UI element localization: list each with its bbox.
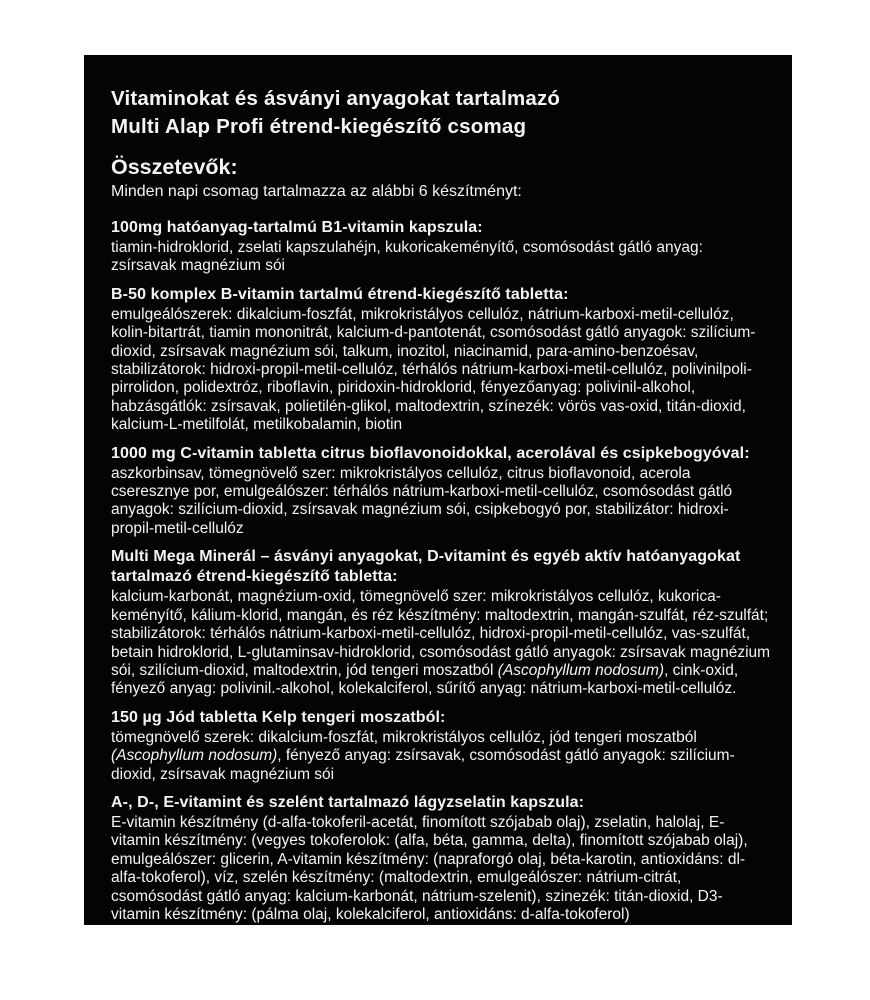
section-iodine-kelp (111, 708, 771, 784)
section-b1-vitamin-body (111, 239, 771, 276)
section-ade-selenium-body-text: E-vitamin készítmény (d-alfa-tokoferil-acetát, finomított szójabab olaj), zselatin, halolaj, E-vitamin készítmény: (vegyes tokoferolok: (alfa, béta, gamma, delta), finomított szójabab olaj), emulgeálószer: glicerin, A-vitamin készítmény: (napraforgó olaj, béta-karotin, antioxidáns: dl-alfa-tokoferol), víz, szelén készítmény: (maltodextrin, emulgeálószer: nátrium-citrát, csomósodást gátló anyag: kalcium-karbonát, nátrium-szelenit), szinezék: titán-dioxid, D3-vitamin készítmény: (pálma olaj, kolekalciferol, antioxidáns: d-alfa-tokoferol) (111, 813, 748, 923)
section-multi-mega-mineral-body-text: kalcium-karbonát, magnézium-oxid, tömegnövelő szer: mikrokristályos cellulóz, kukorica-keményítő, kálium-klorid, mangán, és réz készítmény: maltodextrin, mangán-szulfát, réz-szulfát; stabilizátorok: térhálós nátrium-karboxi-metil-cellulóz, hidroxi-propil-metil-cellulóz, vas-szulfát, betain hidroklorid, L-glutaminsav-hidroklorid, csomósodást gátló anyagok: zsírsavak magnézium sói, szilícium-dioxid, maltodextrin, jód tengeri moszatból (111, 588, 771, 679)
section-b1-vitamin-body-text: tiamin-hidroklorid, zselati kapszulahéjn, kukoricakeményítő, csomósodást gátló anyag: zsírsavak magnézium sói (111, 239, 703, 275)
section-ade-selenium (111, 793, 771, 924)
section-multi-mega-mineral-heading: Multi Mega Minerál – ásványi anyagokat, D-vitamint és egyéb aktív hatóanyagokat tartalmazó étrend-kiegészítő tabletta: (111, 548, 741, 586)
supplement-label (84, 55, 792, 925)
section-b50-complex-body-text: emulgeálószerek: dikalcium-foszfát, mikrokristályos cellulóz, nátrium-karboxi-metil-cellulóz, kolin-bitartrát, tiamin mononitrát, kalcium-d-pantotenát, csomósodást gátló anyagok: szilícium-dioxid, zsírsavak magnézium sói, talkum, inozitol, niacinamid, para-amino-benzoésav, stabilizátorok: hidroxi-propil-metil-cellulóz, térhálós nátrium-karboxi-metil-cellulóz, polivinilpoli-pirrolidon, polidextróz, riboflavin, piridoxin-hidroklorid, fényezőanyag: polivinil-alkohol, habzásgátlók: zsírsavak, polietilén-glikol, maltodextrin, színezék: vörös vas-oxid, titán-dioxid, kalcium-L-metilfolát, metilkobalamin, biotin (111, 305, 756, 434)
section-b50-complex (111, 285, 771, 435)
section-iodine-kelp-body-italic: (Ascophyllum nodosum) (111, 747, 278, 765)
section-b1-vitamin (111, 218, 771, 276)
section-multi-mega-mineral (111, 547, 771, 698)
section-ade-selenium-body (111, 814, 771, 924)
product-title (111, 85, 771, 141)
section-b1-vitamin-heading: 100mg hatóanyag-tartalmú B1-vitamin kapszula: (111, 219, 483, 236)
product-title-line2: Multi Alap Profi étrend-kiegészítő csomag (111, 115, 527, 138)
section-c-vitamin (111, 444, 771, 539)
section-c-vitamin-body-text: aszkorbinsav, tömegnövelő szer: mikrokristályos cellulóz, citrus bioflavonoid, acerola cseresznye por, emulgeálószer: térhálós nátrium-karboxi-metil-cellulóz, csomósodást gátló anyagok: szilícium-dioxid, zsírsavak magnézium sói, csipkebogyó por, stabilizátor: hidroxi-propil-metil-cellulóz (111, 464, 733, 537)
section-iodine-kelp-body-text: tömegnövelő szerek: dikalcium-foszfát, mikrokristályos cellulóz, jód tengeri moszatból (111, 728, 697, 746)
section-multi-mega-mineral-body-italic: (Ascophyllum nodosum) (497, 661, 665, 679)
section-multi-mega-mineral-body-text-after: , cink-oxid, fényező anyag: polivinil.-alkohol, kolekalciferol, sűrítő anyag: nátrium-karboxi-metil-cellulóz. (111, 661, 739, 698)
section-iodine-kelp-body-text-after: , fényező anyag: zsírsavak, csomósodást gátló anyagok: szilícium-dioxid, zsírsavak magnézium sói (111, 747, 735, 783)
section-iodine-kelp-body (111, 729, 771, 784)
section-c-vitamin-body (111, 465, 771, 539)
section-b50-complex-heading: B-50 komplex B-vitamin tartalmú étrend-kiegészítő tabletta: (111, 285, 569, 303)
section-iodine-kelp-heading: 150 µg Jód tabletta Kelp tengeri moszatból: (111, 708, 446, 726)
section-ade-selenium-heading: A-, D-, E-vitamint és szelént tartalmazó lágyzselatin kapszula: (111, 793, 585, 811)
section-multi-mega-mineral-body (111, 588, 771, 698)
ingredients-intro: Minden napi csomag tartalmazza az alábbi 6 készítményt: (111, 183, 522, 200)
ingredients-heading: Összetevők: (111, 155, 238, 179)
product-title-line1: Vitaminokat és ásványi anyagokat tartalmazó (111, 87, 561, 110)
section-c-vitamin-heading: 1000 mg C-vitamin tabletta citrus bioflavonoidokkal, acerolával és csipkebogyóval: (111, 444, 750, 462)
section-b50-complex-body (111, 306, 771, 435)
